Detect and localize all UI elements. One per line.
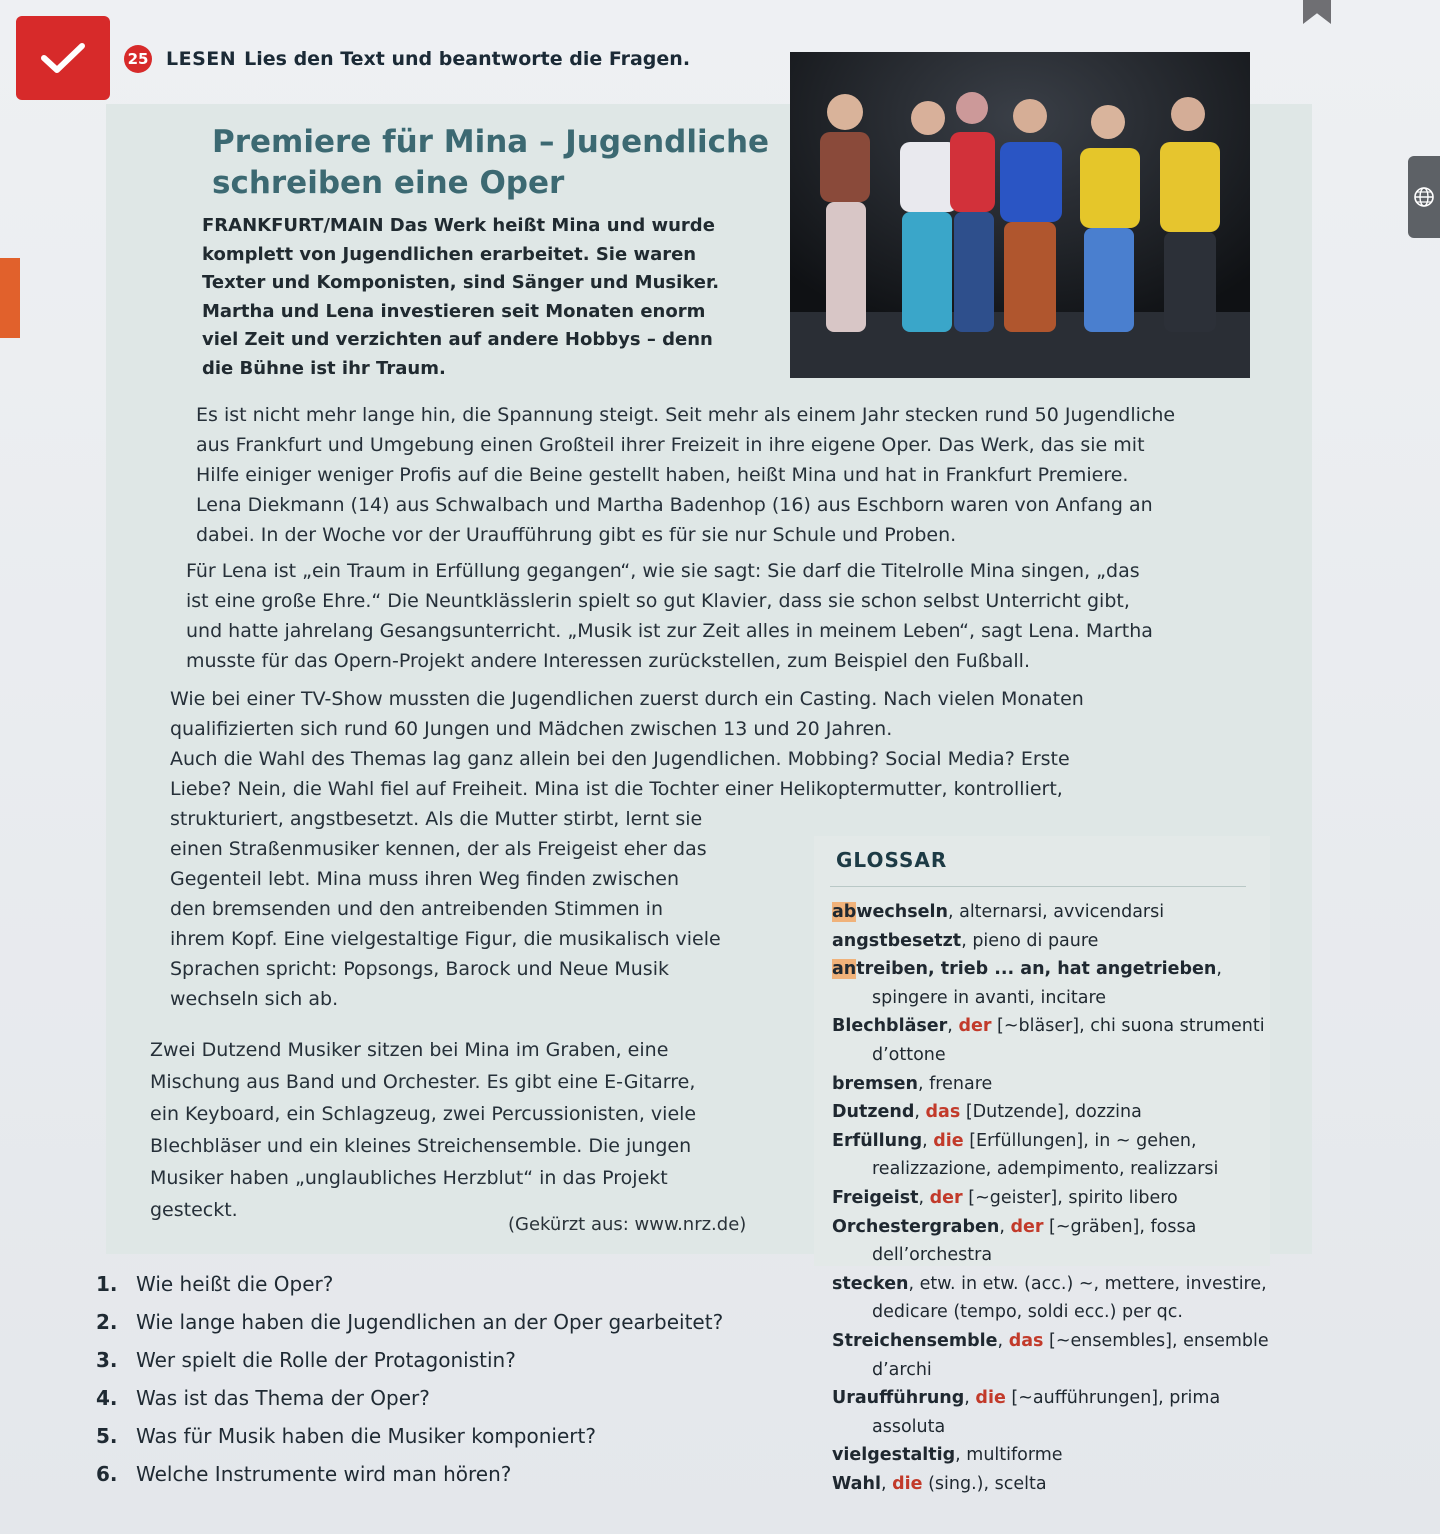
glossary-meaning: , multiforme [955,1445,1063,1466]
glossary-word-text: vielgestaltig [832,1445,956,1466]
glossary-plural: [Dutzende] [960,1102,1064,1123]
question-text: Wie lange haben die Jugendlichen an der Oper gearbeitet? [136,1310,724,1334]
glossary-article: die [975,1388,1006,1409]
glossary-meaning: , prima assoluta [872,1388,1221,1437]
question-text: Was ist das Thema der Oper? [136,1386,430,1410]
glossary-word [832,1474,881,1494]
glossary-list [832,898,1272,1498]
article-source: (Gekürzt aus: www.nrz.de) [508,1214,747,1235]
glossary-entry: Erfüllung, die [Erfüllungen], in ~ gehen, realizzazione, adempimento, realizzarsi [832,1130,1219,1180]
paragraph-line: Gegenteil lebt. Mina muss ihren Weg finden zwischen [170,868,679,890]
question-text: Was für Musik haben die Musiker komponiert? [136,1424,596,1448]
exercise-instruction [166,48,690,70]
glossary-entry: Uraufführung, die [~aufführungen], prima assoluta [832,1388,1221,1437]
photo-illustration [790,52,1250,378]
glossary-word [832,1388,964,1408]
glossary-word-text: Dutzend [832,1102,915,1123]
paragraph-line: und hatte jahrelang Gesangsunterricht. „Musik ist zur Zeit alles in meinem Leben“, sagt Lena. Martha [186,620,1153,642]
glossary-entry [832,1270,1272,1327]
paragraph-line: einen Straßenmusiker kennen, der als Freigeist eher das [170,838,707,860]
glossary-title: GLOSSAR [836,848,948,872]
question-number: 6. [96,1462,118,1486]
question-item [96,1342,816,1378]
exercise-header [124,44,690,74]
paragraph-line: ihrem Kopf. Eine vielgestaltige Figur, die musikalisch viele [170,928,721,950]
question-text: Welche Instrumente wird man hören? [136,1462,512,1486]
glossary-entry: Orchestergraben, der [~gräben], fossa dell’orchestra [832,1216,1197,1266]
glossary-article: das [1008,1330,1044,1351]
glossary-word [832,1074,918,1094]
question-item [96,1304,816,1340]
glossary-word [832,1016,947,1036]
lead-line: die Bühne ist ihr Traum. [202,357,446,379]
question-item [96,1266,816,1302]
glossary-article: der [958,1016,992,1037]
glossary-entry [832,1441,1272,1470]
article-headline [212,122,772,204]
glossary-entry [832,1070,1272,1099]
glossary-word [832,1274,909,1294]
glossary-plural: (sing.) [922,1473,984,1494]
question-text: Wie heißt die Oper? [136,1272,334,1296]
article-lead [202,212,782,384]
glossary-word [832,959,1216,979]
glossary-meaning: , alternarsi, avvicendarsi [947,902,1165,922]
paragraph-line: qualifizierten sich rund 60 Jungen und Mädchen zwischen 13 und 20 Jahren. [170,718,893,740]
headline-line: Premiere für Mina – Jugendliche [212,124,770,160]
article-photo [790,52,1250,378]
glossary-entry: Streichensemble, das [~ensembles], ensemble d’archi [832,1330,1269,1380]
glossary-word-text: Streichensemble [832,1330,998,1351]
glossary-entry: Blechbläser, der [~bläser], chi suona strumenti d’ottone [832,1016,1265,1065]
bookmark-icon[interactable] [1303,0,1331,24]
questions-list [96,1266,816,1494]
globe-icon [1412,185,1436,209]
paragraph-line: Sprachen spricht: Popsongs, Barock und Neue Musik [170,958,669,980]
question-number: 3. [96,1348,118,1372]
exercise-done-badge[interactable] [16,16,110,100]
paragraph-line: Lena Diekmann (14) aus Schwalbach und Martha Badenhop (16) aus Eschborn waren von Anfang an [196,494,1153,516]
paragraph-line: Mischung aus Band und Orchester. Es gibt eine E-Gitarre, [150,1071,696,1093]
glossary-article: das [925,1102,961,1123]
lead-line: Texter und Komponisten, sind Sänger und Musiker. [202,272,720,294]
glossary-article: die [892,1473,923,1494]
glossary-entry: Dutzend, das [Dutzende], dozzina [832,1102,1142,1123]
glossary-word [832,1331,998,1351]
glossary-plural: [~gräben] [1043,1216,1140,1237]
glossary-prefix: an [832,959,857,980]
glossary-divider [830,886,1246,887]
paragraph-line: dabei. In der Woche vor der Uraufführung gibt es für sie nur Schule und Proben. [196,524,957,546]
question-number: 1. [96,1272,118,1296]
lead-line: FRANKFURT/MAIN Das Werk heißt Mina und wurde [202,215,715,236]
paragraph-line: Hilfe einiger weniger Profis auf die Beine gestellt haben, heißt Mina und hat in Frankfurt Premiere. [196,464,1129,486]
glossary-article: der [929,1187,963,1208]
exercise-number: 25 [124,45,152,73]
glossary-meaning: , fossa dell’orchestra [872,1216,1197,1266]
glossary-meaning: , in ~ gehen, realizzazione, adempimento, realizzarsi [872,1130,1219,1180]
glossary-meaning: , pieno di paure [961,930,1099,951]
glossary-word-text: Wahl [832,1473,881,1494]
glossary-meaning: , ensemble d’archi [872,1330,1269,1380]
paragraph-line: strukturiert, angstbesetzt. Als die Mutter stirbt, lernt sie [170,808,703,830]
glossary-meaning: , chi suona strumenti d’ottone [872,1016,1265,1065]
paragraph-line: Liebe? Nein, die Wahl fiel auf Freiheit. Mina ist die Tochter einer Helikoptermutter, kontrolliert, [170,778,1063,800]
glossary-word-text: Freigeist [832,1187,919,1208]
lead-line: Martha und Lena investieren seit Monaten enorm [202,300,706,322]
glossary-meaning: , frenare [918,1073,993,1094]
paragraph-line: wechseln sich ab. [170,988,339,1010]
glossary-plural: [~aufführungen] [1005,1388,1159,1409]
glossary-entry: Wahl, die (sing.), scelta [832,1473,1047,1494]
glossary-meaning: , spingere in avanti, incitare [872,959,1222,1008]
side-tab-globe[interactable] [1408,156,1440,238]
question-item [96,1418,816,1454]
glossary-article: die [933,1130,964,1151]
glossary-word [832,902,948,922]
glossary-meaning: , dozzina [1063,1102,1142,1123]
glossary-meaning: , etw. in etw. (acc.) ~, mettere, investire, dedicare (tempo, soldi ecc.) per qc. [872,1273,1267,1323]
exercise-skill: LESEN [166,48,237,70]
paragraph-line: Für Lena ist „ein Traum in Erfüllung gegangen“, wie sie sagt: Sie darf die Titelrolle Mina singen, „das [186,560,1140,582]
paragraph-line: Wie bei einer TV-Show mussten die Jugendlichen zuerst durch ein Casting. Nach vielen Monaten [170,688,1084,710]
glossary-entry [832,955,1272,1012]
paragraph-line: Es ist nicht mehr lange hin, die Spannung steigt. Seit mehr als einem Jahr stecken rund 50 Jugendliche [196,404,1176,426]
glossary-word-text: treiben, trieb ... an, hat angetrieben [856,959,1217,980]
glossary-word [832,1445,955,1465]
side-tab-marker[interactable] [0,258,20,338]
paragraph-line: musste für das Opern-Projekt andere Interessen zurückstellen, zum Beispiel den Fußball. [186,650,1030,672]
glossary-plural: [~ensembles] [1043,1330,1172,1351]
glossary-word-text: bremsen [832,1073,919,1094]
question-number: 4. [96,1386,118,1410]
checkmark-icon [38,38,88,78]
article-paragraph-2 [186,556,1256,676]
glossary-word-text: wechseln [856,902,948,922]
question-number: 5. [96,1424,118,1448]
glossary-entry [832,927,1272,956]
paragraph-line: Zwei Dutzend Musiker sitzen bei Mina im Graben, eine [150,1039,669,1061]
glossary-word [832,1188,919,1208]
article-paragraph-1 [196,400,1266,550]
exercise-instruction-text: Lies den Text und beantworte die Fragen. [244,48,691,70]
lead-line: komplett von Jugendlichen erarbeitet. Sie waren [202,243,697,265]
article-paragraph-4 [150,1034,810,1226]
paragraph-line: Auch die Wahl des Themas lag ganz allein bei den Jugendlichen. Mobbing? Social Media? Erste [170,748,1070,770]
glossary-plural: [~geister] [962,1187,1058,1208]
question-text: Wer spielt die Rolle der Protagonistin? [136,1348,516,1372]
question-number: 2. [96,1310,118,1334]
glossary-word-text: angstbesetzt [832,930,962,951]
paragraph-line: Musiker haben „unglaubliches Herzblut“ in das Projekt [150,1167,668,1189]
glossary-word [832,1217,999,1237]
glossary-word [832,1102,914,1122]
paragraph-line: Blechbläser und ein kleines Streichensemble. Die jungen [150,1135,692,1157]
glossary-word-text: Orchestergraben [832,1216,1000,1237]
paragraph-line: den bremsenden und den antreibenden Stimmen in [170,898,663,920]
glossary-meaning: , spirito libero [1057,1187,1178,1208]
question-item [96,1380,816,1416]
glossary-word-text: Erfüllung [832,1130,923,1151]
glossary-prefix: ab [832,902,857,922]
glossary-plural: [Erfüllungen] [963,1130,1084,1151]
glossary-article: der [1010,1216,1044,1237]
paragraph-line: ein Keyboard, ein Schlagzeug, zwei Percussionisten, viele [150,1103,697,1125]
glossary-entry: Freigeist, der [~geister], spirito libero [832,1187,1178,1208]
lead-line: viel Zeit und verzichten auf andere Hobbys – denn [202,329,713,351]
glossary-word [832,1131,922,1151]
question-item [96,1456,816,1492]
paragraph-line: ist eine große Ehre.“ Die Neuntklässlerin spielt so gut Klavier, dass sie schon selbst Unterricht gibt, [186,590,1130,612]
glossary-word [832,931,961,951]
paragraph-line: aus Frankfurt und Umgebung einen Großteil ihrer Freizeit in ihre eigene Oper. Das Werk, das sie mit [196,434,1145,456]
glossary-word-text: Blechbläser [832,1016,948,1037]
paragraph-line: gesteckt. [150,1199,238,1221]
glossary-entry [832,898,1272,927]
glossary-word-text: Uraufführung [832,1388,965,1409]
glossary-plural: [~bläser] [991,1016,1080,1037]
glossary-meaning: , scelta [983,1473,1047,1494]
headline-line: schreiben eine Oper [212,165,565,201]
glossary-word-text: stecken [832,1273,909,1294]
